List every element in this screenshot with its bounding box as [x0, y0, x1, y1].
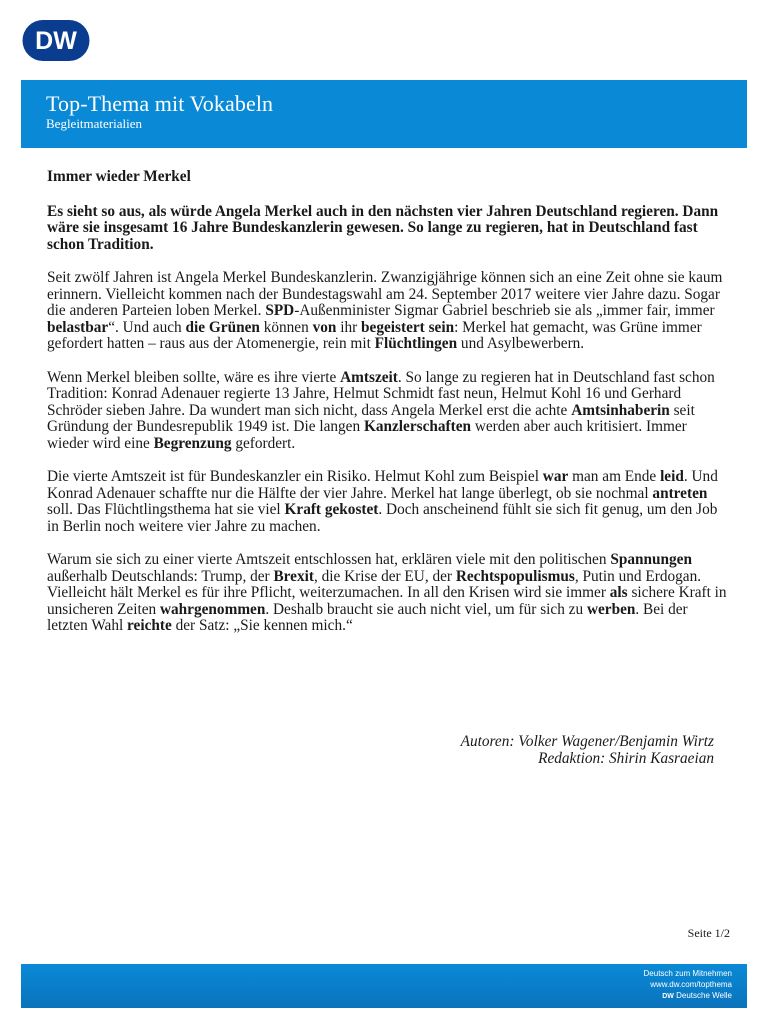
article-paragraph: Die vierte Amtszeit ist für Bundeskanzler ein Risiko. Helmut Kohl zum Beispiel war man am Ende leid. Und Konrad Adenauer schaffte nur die Hälfte der vier Jahre. Merkel hat lange überlegt, ob sie nochmal antreten soll. Das Flüchtlingsthema hat sie viel Kraft gekostet. Doch anscheinend fühlt sie sich fit genug, um den Job in Berlin noch weitere vier Jahre zu machen.	[47, 468, 718, 535]
credits	[461, 734, 714, 767]
vocab-term: Brexit	[273, 567, 314, 585]
vocab-term: Amtsinhaberin	[571, 401, 670, 419]
article-lead: Es sieht so aus, als würde Angela Merkel auch in den nächsten vier Jahren Deutschland regieren. Dann wäre sie insgesamt 16 Jahre Bundeskanzlerin gewesen. So lange zu regieren, hat in Deutschland fast schon Tradition.	[47, 202, 719, 253]
dw-logo-icon	[21, 18, 91, 63]
footer-line-3	[644, 990, 732, 1002]
footer-text	[644, 968, 732, 1002]
banner-title: Top-Thema mit Vokabeln	[46, 91, 274, 116]
vocab-term: antreten	[652, 484, 708, 502]
banner-subtitle: Begleitmaterialien	[46, 116, 143, 131]
vocab-term: Kanzlerschaften	[363, 418, 471, 436]
article	[47, 169, 727, 652]
footer-link[interactable]: www.dw.com/topthema	[650, 980, 732, 989]
authors: Autoren: Volker Wagener/Benjamin Wirtz	[460, 733, 714, 750]
vocab-term: war	[542, 468, 569, 486]
vocab-term: reichte	[127, 617, 172, 635]
vocab-term: Rechtspopulismus	[455, 567, 575, 585]
dw-mini-logo-icon: DW	[662, 993, 674, 1000]
vocab-term: leid	[660, 468, 684, 486]
vocab-term: die Grünen	[185, 318, 260, 336]
vocab-term: belastbar	[47, 318, 109, 336]
vocab-term: werben	[586, 600, 636, 618]
editor: Redaktion: Shirin Kasraeian	[538, 749, 714, 767]
footer-brand: Deutsche Welle	[676, 991, 732, 1000]
vocab-term: wahrgenommen	[159, 600, 266, 618]
footer-line-1: Deutsch zum Mitnehmen	[643, 969, 732, 978]
vocab-term: Begrenzung	[153, 434, 232, 452]
dw-logo	[21, 18, 91, 63]
article-paragraph: Seit zwölf Jahren ist Angela Merkel Bundeskanzlerin. Zwanzigjährige können sich an eine Zeit ohne sie kaum erinnern. Vielleicht kommen nach der Bundestagswahl am 24. September 2017 weitere vier Jahre dazu. Sogar die anderen Parteien loben Merkel. SPD-Außenminister Sigmar Gabriel beschrieb sie als „immer fair, immer belastbar“. Und auch die Grünen können von ihr begeistert sein: Merkel hat gemacht, was Grüne immer gefordert hatten – raus aus der Atomenergie, rein mit Flüchtlingen und Asylbewerbern.	[47, 268, 723, 353]
article-paragraph: Wenn Merkel bleiben sollte, wäre es ihre vierte Amtszeit. So lange zu regieren hat in Deutschland fast schon Tradition: Konrad Adenauer regierte 13 Jahre, Helmut Schmidt fast neun, Helmut Kohl 16 und Gerhard Schröder sieben Jahre. Da wundert man sich nicht, dass Angela Merkel erst die achte Amtsinhaberin seit Gründung der Bundesrepublik 1949 ist. Die langen Kanzlerschaften werden aber auch kritisiert. Immer wieder wird eine Begrenzung gefordert.	[47, 368, 715, 452]
page-number: Seite 1/2	[687, 926, 730, 940]
vocab-term: begeistert sein	[361, 318, 455, 336]
article-title: Immer wieder Merkel	[47, 168, 191, 185]
vocab-term: Kraft gekostet	[284, 501, 379, 519]
dw-logo-text: DW	[35, 27, 77, 55]
header-banner	[21, 80, 747, 148]
vocab-term: Spannungen	[610, 551, 692, 569]
footer-banner	[21, 964, 747, 1008]
article-paragraph: Warum sie sich zu einer vierte Amtszeit entschlossen hat, erklären viele mit den politischen Spannungen außerhalb Deutschlands: Trump, der Brexit, die Krise der EU, der Rechtspopulismus, Putin und Erdogan. Vielleicht hält Merkel es für ihre Pflicht, weiterzumachen. In all den Krisen wird sie immer als sichere Kraft in unsicheren Zeiten wahrgenommen. Deshalb braucht sie auch nicht viel, um für sich zu werben. Bei der letzten Wahl reichte der Satz: „Sie kennen mich.“	[47, 551, 727, 635]
vocab-term: Amtszeit	[340, 368, 398, 386]
vocab-term: SPD	[265, 302, 295, 320]
vocab-term: von	[312, 318, 337, 336]
vocab-term: Flüchtlingen	[374, 335, 458, 353]
vocab-term: als	[609, 584, 628, 602]
